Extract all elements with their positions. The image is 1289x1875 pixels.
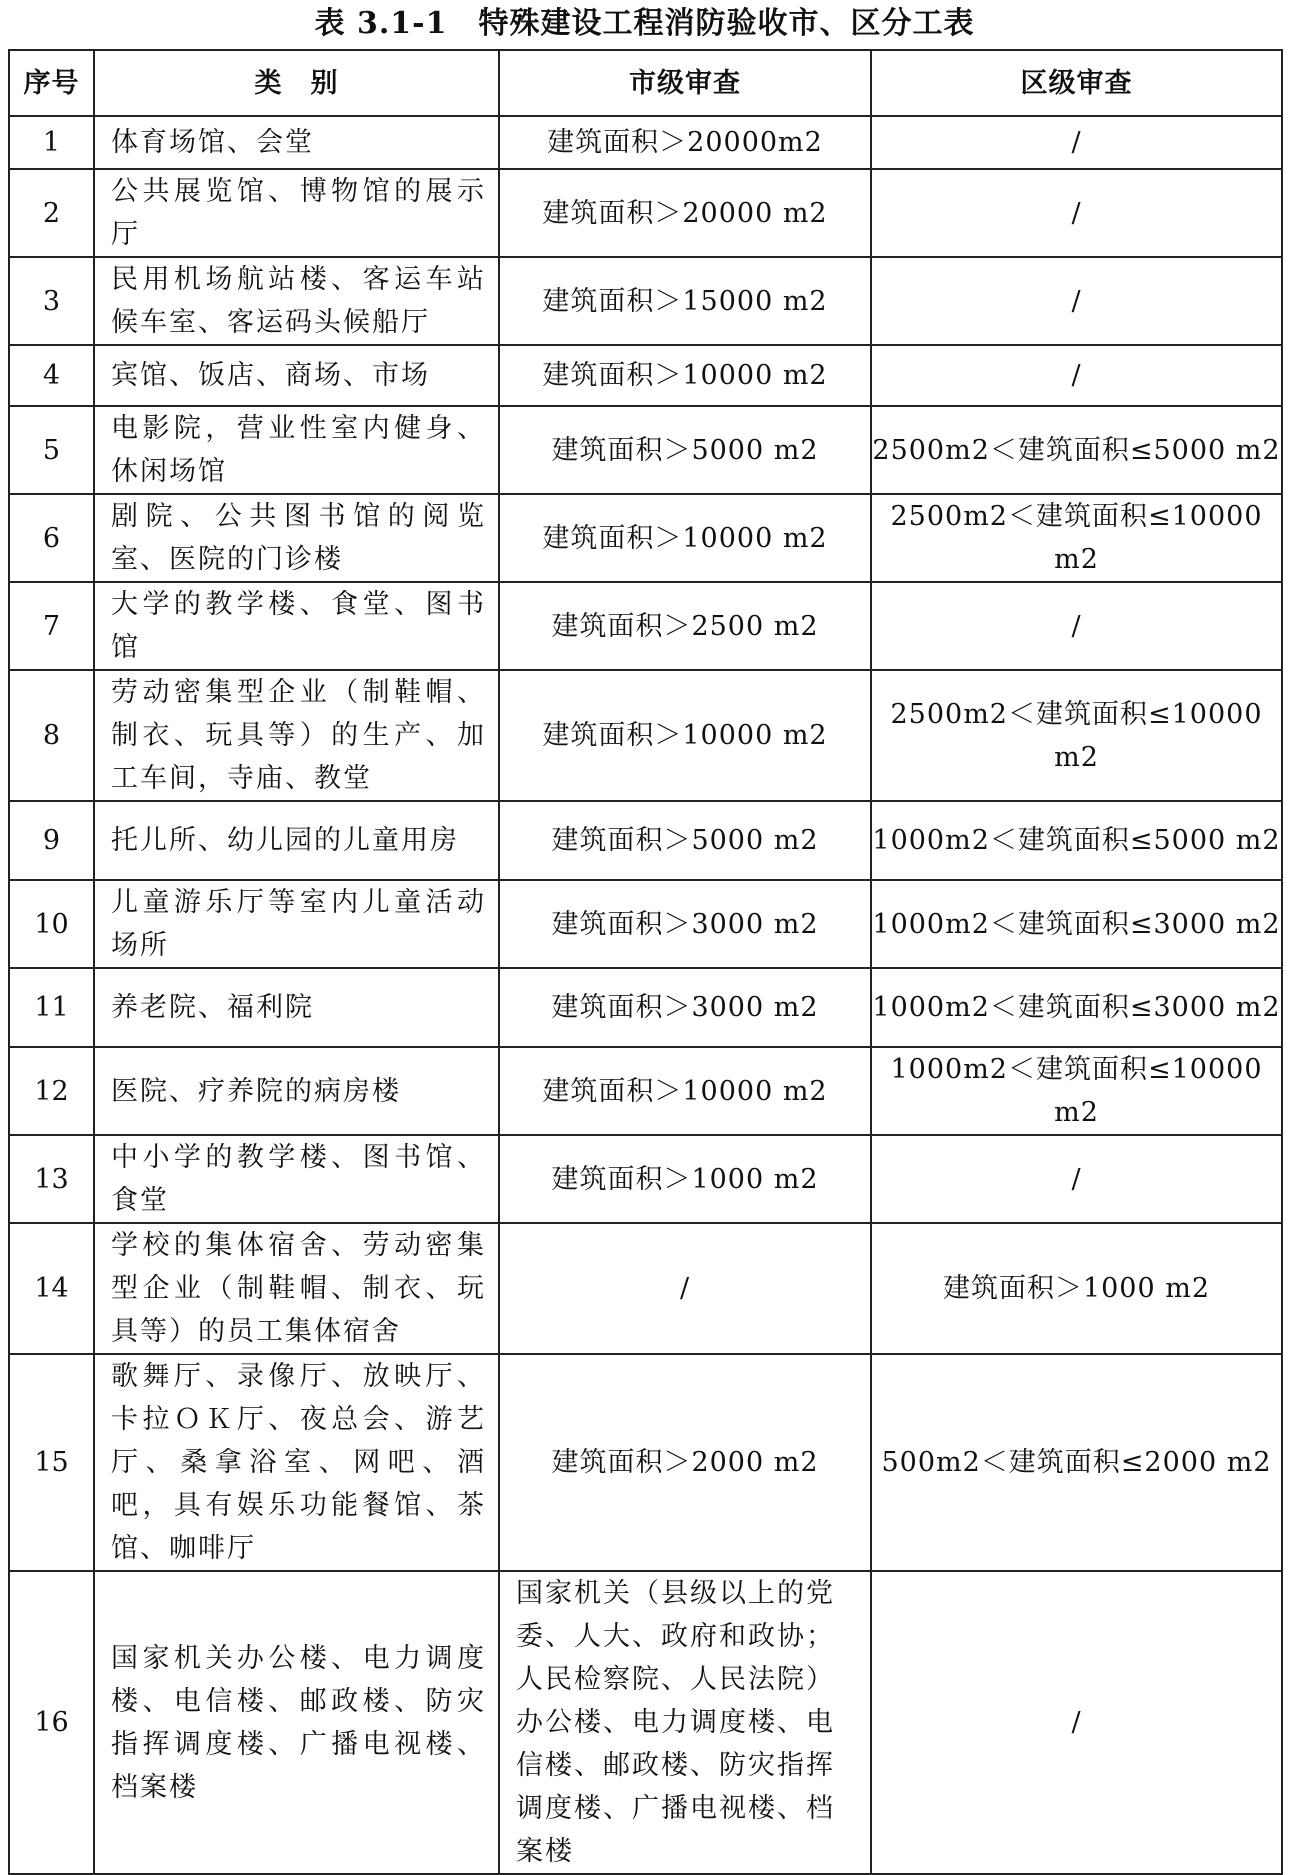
row-city-review: 建筑面积＞5000 m2 (499, 801, 871, 880)
row-district-review: 建筑面积＞1000 m2 (871, 1223, 1282, 1354)
table-row (9, 116, 1282, 169)
header-district-review: 区级审查 (871, 50, 1282, 116)
table-row (9, 582, 1282, 670)
row-category: 剧院、公共图书馆的阅览室、医院的门诊楼 (94, 494, 499, 582)
row-district-review: / (871, 345, 1282, 406)
table-row (9, 169, 1282, 257)
row-no: 9 (9, 801, 94, 880)
row-category: 民用机场航站楼、客运车站候车室、客运码头候船厅 (94, 257, 499, 345)
row-district-review: 1000m2＜建筑面积≤3000 m2 (871, 968, 1282, 1047)
table-row (9, 1571, 1282, 1874)
row-district-review: 1000m2＜建筑面积≤5000 m2 (871, 801, 1282, 880)
row-city-review: 建筑面积＞3000 m2 (499, 968, 871, 1047)
row-city-review: 建筑面积＞10000 m2 (499, 494, 871, 582)
row-category: 体育场馆、会堂 (94, 116, 499, 169)
row-category: 公共展览馆、博物馆的展示厅 (94, 169, 499, 257)
row-no: 1 (9, 116, 94, 169)
row-category: 国家机关办公楼、电力调度楼、电信楼、邮政楼、防灾指挥调度楼、广播电视楼、档案楼 (94, 1571, 499, 1874)
row-city-review: 国家机关（县级以上的党委、人大、政府和政协；人民检察院、人民法院）办公楼、电力调度楼、电信楼、邮政楼、防灾指挥调度楼、广播电视楼、档案楼 (499, 1571, 871, 1874)
row-district-review: 1000m2＜建筑面积≤3000 m2 (871, 880, 1282, 968)
table-row (9, 494, 1282, 582)
row-city-review: 建筑面积＞10000 m2 (499, 345, 871, 406)
table-row (9, 257, 1282, 345)
row-no: 15 (9, 1354, 94, 1571)
row-category: 医院、疗养院的病房楼 (94, 1047, 499, 1135)
row-no: 8 (9, 670, 94, 801)
row-no: 5 (9, 406, 94, 494)
row-category: 电影院，营业性室内健身、休闲场馆 (94, 406, 499, 494)
table-row (9, 1354, 1282, 1571)
row-no: 10 (9, 880, 94, 968)
table-title: 表 3.1-1 特殊建设工程消防验收市、区分工表 (314, 6, 975, 41)
row-category: 宾馆、饭店、商场、市场 (94, 345, 499, 406)
table-row (9, 801, 1282, 880)
row-city-review: 建筑面积＞20000 m2 (499, 169, 871, 257)
header-no: 序号 (9, 50, 94, 116)
table-row (9, 968, 1282, 1047)
row-city-review: 建筑面积＞10000 m2 (499, 1047, 871, 1135)
row-city-review: 建筑面积＞15000 m2 (499, 257, 871, 345)
division-table (8, 49, 1283, 1875)
row-district-review: 2500m2＜建筑面积≤10000 m2 (871, 670, 1282, 801)
header-city-review: 市级审查 (499, 50, 871, 116)
row-no: 3 (9, 257, 94, 345)
table-row (9, 1047, 1282, 1135)
table-row (9, 670, 1282, 801)
row-no: 6 (9, 494, 94, 582)
row-no: 7 (9, 582, 94, 670)
header-category: 类 别 (94, 50, 499, 116)
row-no: 13 (9, 1135, 94, 1223)
row-no: 4 (9, 345, 94, 406)
row-no: 14 (9, 1223, 94, 1354)
row-no: 11 (9, 968, 94, 1047)
row-category: 大学的教学楼、食堂、图书馆 (94, 582, 499, 670)
row-district-review: 500m2＜建筑面积≤2000 m2 (871, 1354, 1282, 1571)
row-district-review: 2500m2＜建筑面积≤5000 m2 (871, 406, 1282, 494)
row-category: 儿童游乐厅等室内儿童活动场所 (94, 880, 499, 968)
table-row (9, 880, 1282, 968)
row-district-review: / (871, 169, 1282, 257)
row-category: 劳动密集型企业（制鞋帽、制衣、玩具等）的生产、加工车间，寺庙、教堂 (94, 670, 499, 801)
row-district-review: / (871, 1571, 1282, 1874)
row-district-review: 2500m2＜建筑面积≤10000 m2 (871, 494, 1282, 582)
row-district-review: / (871, 582, 1282, 670)
row-category: 养老院、福利院 (94, 968, 499, 1047)
row-no: 2 (9, 169, 94, 257)
row-city-review: / (499, 1223, 871, 1354)
table-row (9, 1135, 1282, 1223)
row-category: 中小学的教学楼、图书馆、食堂 (94, 1135, 499, 1223)
row-city-review: 建筑面积＞10000 m2 (499, 670, 871, 801)
row-city-review: 建筑面积＞2500 m2 (499, 582, 871, 670)
table-row (9, 345, 1282, 406)
row-district-review: / (871, 116, 1282, 169)
row-district-review: 1000m2＜建筑面积≤10000 m2 (871, 1047, 1282, 1135)
row-category: 托儿所、幼儿园的儿童用房 (94, 801, 499, 880)
row-no: 12 (9, 1047, 94, 1135)
row-district-review: / (871, 1135, 1282, 1223)
row-city-review: 建筑面积＞5000 m2 (499, 406, 871, 494)
table-header-row (9, 50, 1282, 116)
row-city-review: 建筑面积＞20000m2 (499, 116, 871, 169)
row-category: 歌舞厅、录像厅、放映厅、卡拉ＯＫ厅、夜总会、游艺厅、桑拿浴室、网吧、酒吧，具有娱乐功能餐馆、茶馆、咖啡厅 (94, 1354, 499, 1571)
row-district-review: / (871, 257, 1282, 345)
table-row (9, 1223, 1282, 1354)
row-no: 16 (9, 1571, 94, 1874)
row-city-review: 建筑面积＞2000 m2 (499, 1354, 871, 1571)
table-row (9, 406, 1282, 494)
row-city-review: 建筑面积＞3000 m2 (499, 880, 871, 968)
row-category: 学校的集体宿舍、劳动密集型企业（制鞋帽、制衣、玩具等）的员工集体宿舍 (94, 1223, 499, 1354)
row-city-review: 建筑面积＞1000 m2 (499, 1135, 871, 1223)
